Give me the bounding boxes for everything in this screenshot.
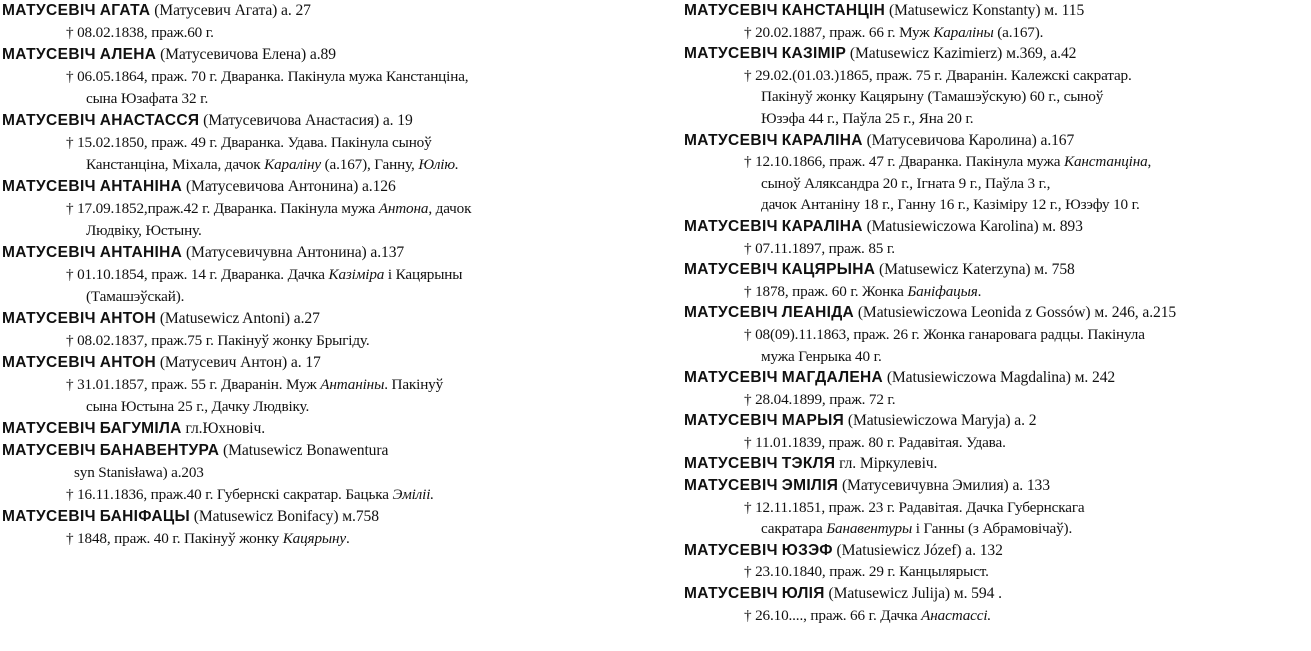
- italic-name: Караліну: [264, 156, 321, 173]
- entry-source-reference: (Матусевичова Антонина) а.126: [182, 178, 396, 195]
- entry-given-name: ЛЕАНІДА: [781, 304, 855, 322]
- entry-heading: [684, 475, 1309, 497]
- detail-text: ,: [1147, 153, 1152, 171]
- entry-source-reference: (Матусевичова Каролина) а.167: [862, 131, 1075, 149]
- italic-name: Банавентуры: [826, 520, 913, 538]
- detail-text: † 12.11.1851, праж. 23 г. Радавітая. Дачка Губернскага: [744, 498, 1085, 516]
- entry-surname: МАТУСЕВІЧ: [2, 310, 96, 327]
- italic-name: Баніфацыя: [907, 282, 978, 300]
- detail-text: † 12.10.1866, праж. 47 г. Дваранка. Пакінула мужа: [744, 153, 1065, 171]
- entry-heading: [684, 43, 1309, 65]
- detail-text: Людвіку, Юстыну.: [86, 222, 202, 239]
- entry-detail-line: [2, 88, 642, 110]
- entry-detail-line: [684, 497, 1309, 519]
- detail-text: † 1848, праж. 40 г. Пакінуў жонку: [66, 530, 283, 547]
- entry-detail-line: [684, 238, 1309, 260]
- register-entry: [684, 367, 1309, 410]
- entry-heading: [2, 110, 642, 132]
- entry-surname: МАТУСЕВІЧ: [684, 455, 778, 473]
- entry-source-reference: (Матусевич Антон) а. 17: [156, 354, 321, 371]
- register-entry: [684, 453, 1309, 475]
- entry-source-reference: (Matusiewiczowa Maryja) а. 2: [844, 412, 1037, 430]
- detail-text: . Пакінуў: [384, 376, 444, 393]
- entry-surname: МАТУСЕВІЧ: [684, 585, 778, 603]
- detail-text: Юзэфа 44 г., Паўла 25 г., Яна 20 г.: [761, 109, 974, 127]
- entry-heading: [684, 259, 1309, 281]
- detail-text: мужа Генрыка 40 г.: [761, 347, 882, 365]
- entry-source-reference: (Matusewicz Bonawentura: [219, 442, 389, 459]
- entry-detail-line: [2, 154, 642, 176]
- register-entry: [2, 176, 642, 242]
- entry-surname: МАТУСЕВІЧ: [2, 46, 96, 63]
- register-entry: [684, 410, 1309, 453]
- entry-detail-line: [2, 264, 642, 286]
- entry-given-name: БАНІФАЦЫ: [99, 508, 190, 525]
- detail-text: † 08(09).11.1863, праж. 26 г. Жонка ганаровага радцы. Пакінула: [744, 325, 1145, 343]
- entry-detail-line: [2, 198, 642, 220]
- detail-text: Канстанціна, Міхала, дачок: [86, 156, 265, 173]
- entry-surname: МАТУСЕВІЧ: [2, 420, 96, 437]
- entry-heading: [2, 176, 642, 198]
- entry-given-name: АНТОН: [99, 354, 157, 371]
- entry-given-name: АЛЕНА: [99, 46, 157, 63]
- detail-text: † 16.11.1836, праж.40 г. Губернскі сакратар. Бацька: [66, 486, 393, 503]
- register-entry: [2, 352, 642, 418]
- entry-detail-line: [2, 132, 642, 154]
- entry-heading: [2, 440, 642, 462]
- entry-detail-line: [2, 286, 642, 308]
- entry-surname: МАТУСЕВІЧ: [684, 45, 778, 63]
- entry-given-name: ЭМІЛІЯ: [781, 477, 839, 495]
- entry-source-reference: (Matusewicz Konstanty) м. 115: [885, 2, 1085, 19]
- register-entry: [684, 130, 1309, 216]
- entry-detail-line: [684, 22, 1309, 44]
- entry-surname: МАТУСЕВІЧ: [2, 244, 96, 261]
- detail-text: † 17.09.1852,праж.42 г. Дваранка. Пакінула мужа: [66, 200, 379, 217]
- entry-detail-line: [684, 86, 1309, 108]
- register-entry: [684, 43, 1309, 129]
- entry-detail-line: [2, 484, 642, 506]
- entry-given-name: АНАСТАССЯ: [99, 112, 200, 129]
- register-entry: [2, 418, 642, 440]
- entry-source-reference: (Matusewicz Julija) м. 594 .: [824, 585, 1002, 603]
- entry-detail-line: [684, 108, 1309, 130]
- entry-source-reference: гл.Юхновіч.: [181, 420, 266, 437]
- entry-detail-line: [684, 65, 1309, 87]
- entry-source-reference: (Матусевичова Елена) а.89: [156, 46, 336, 63]
- detail-text: † 29.02.(01.03.)1865, праж. 75 г. Дваранін. Калежскі сакратар.: [744, 66, 1132, 84]
- italic-name: Караліны: [933, 23, 994, 41]
- entry-detail-line: [2, 220, 642, 242]
- register-entry: [2, 440, 642, 506]
- entry-detail-line: [684, 281, 1309, 303]
- entry-detail-line: [684, 324, 1309, 346]
- entry-surname: МАТУСЕВІЧ: [684, 261, 778, 279]
- entry-heading: [2, 44, 642, 66]
- detail-text: (а.167), Ганну,: [320, 156, 419, 173]
- entry-source-reference: (Матусевичова Анастасия) а. 19: [199, 112, 413, 129]
- entry-source-reference: (Matusewicz Bonifacy) м.758: [189, 508, 379, 525]
- entry-source-reference: гл. Міркулевіч.: [835, 455, 938, 473]
- entry-surname: МАТУСЕВІЧ: [2, 2, 96, 19]
- entry-surname: МАТУСЕВІЧ: [684, 477, 778, 495]
- entry-given-name: ЮЗЭФ: [781, 541, 833, 559]
- entry-heading: [2, 242, 642, 264]
- entry-detail-line: [684, 194, 1309, 216]
- left-column: [2, 0, 642, 550]
- entry-given-name: ТЭКЛЯ: [781, 455, 836, 473]
- entry-detail-line: [2, 396, 642, 418]
- entry-surname: МАТУСЕВІЧ: [2, 178, 96, 195]
- register-entry: [684, 583, 1309, 626]
- entry-source-reference: (Matusiewiczowa Magdalina) м. 242: [883, 369, 1116, 387]
- entry-surname: МАТУСЕВІЧ: [684, 412, 778, 430]
- detail-text: † 31.01.1857, праж. 55 г. Дваранін. Муж: [66, 376, 321, 393]
- detail-text: і Кацярыны: [384, 266, 463, 283]
- entry-surname: МАТУСЕВІЧ: [2, 442, 96, 459]
- entry-detail-line: [684, 389, 1309, 411]
- entry-source-reference: (Matusiewiczowa Karolina) м. 893: [862, 217, 1083, 235]
- register-entry: [684, 259, 1309, 302]
- entry-heading: [2, 506, 642, 528]
- entry-heading: [684, 302, 1309, 324]
- entry-surname: МАТУСЕВІЧ: [684, 304, 778, 322]
- entry-detail-line: [684, 151, 1309, 173]
- entry-heading: [684, 453, 1309, 475]
- italic-name: Кацярыну: [282, 530, 347, 547]
- entry-detail-line: [684, 561, 1309, 583]
- register-entry: [2, 110, 642, 176]
- entry-surname: МАТУСЕВІЧ: [684, 2, 778, 19]
- entry-surname: МАТУСЕВІЧ: [684, 131, 778, 149]
- entry-given-name: БАНАВЕНТУРА: [99, 442, 220, 459]
- entry-source-reference: (Matusewicz Katerzyna) м. 758: [875, 261, 1075, 279]
- detail-text: сыноў Аляксандра 20 г., Ігната 9 г., Паўла 3 г.,: [761, 174, 1051, 192]
- entry-heading: [684, 130, 1309, 152]
- detail-text: † 08.02.1838, праж.60 г.: [66, 24, 214, 41]
- register-entry: [684, 0, 1309, 43]
- detail-text: † 06.05.1864, праж. 70 г. Дваранка. Пакінула мужа Канстанціна,: [66, 68, 469, 85]
- entry-heading: [684, 0, 1309, 22]
- detail-text: і Ганны (з Абрамовічаў).: [912, 520, 1073, 538]
- right-column: [684, 0, 1309, 626]
- entry-heading: [2, 352, 642, 374]
- entry-given-name: МАГДАЛЕНА: [781, 369, 884, 387]
- entry-source-reference: (Matusewicz Antoni) а.27: [156, 310, 320, 327]
- entry-source-reference: (Матусевичувна Антонина) а.137: [182, 244, 405, 261]
- entry-given-name: КАЗІМІР: [781, 45, 847, 63]
- entry-source-reference: (Матусевичувна Эмилия) а. 133: [838, 477, 1050, 495]
- entry-surname: МАТУСЕВІЧ: [2, 354, 96, 371]
- entry-heading: [684, 540, 1309, 562]
- entry-given-name: КАРАЛІНА: [781, 217, 863, 235]
- entry-surname: МАТУСЕВІЧ: [684, 369, 778, 387]
- entry-surname: МАТУСЕВІЧ: [2, 508, 96, 525]
- detail-text: (Тамашэўскай).: [86, 288, 185, 305]
- detail-text: (а.167).: [993, 23, 1044, 41]
- register-entry: [2, 0, 642, 44]
- detail-text: .: [346, 530, 350, 547]
- entry-detail-line: [684, 173, 1309, 195]
- italic-name: Антаніны: [320, 376, 385, 393]
- italic-name: Эміліі.: [392, 486, 434, 503]
- entry-given-name: АНТАНІНА: [99, 178, 183, 195]
- detail-text: сына Юстына 25 г., Дачку Людвіку.: [86, 398, 310, 415]
- detail-text: .: [977, 282, 982, 300]
- entry-surname: МАТУСЕВІЧ: [2, 112, 96, 129]
- italic-name: Канстанціна: [1064, 153, 1148, 171]
- entry-heading: [684, 216, 1309, 238]
- entry-given-name: ЮЛІЯ: [781, 585, 825, 603]
- detail-text: † 07.11.1897, праж. 85 г.: [744, 239, 895, 257]
- register-entry: [684, 475, 1309, 540]
- entry-heading: [684, 367, 1309, 389]
- detail-text: , дачок: [428, 200, 472, 217]
- detail-text: † 26.10...., праж. 66 г. Дачка: [744, 606, 922, 624]
- entry-given-name: КАРАЛІНА: [781, 131, 863, 149]
- detail-text: † 20.02.1887, праж. 66 г. Муж: [744, 23, 934, 41]
- entry-source-reference: (Матусевич Агата) а. 27: [150, 2, 311, 19]
- register-entry: [2, 44, 642, 110]
- entry-detail-line: [2, 66, 642, 88]
- entry-source-reference: (Matusewicz Kazimierz) м.369, а.42: [846, 45, 1077, 63]
- entry-source-reference: (Matusiewiczowa Leonida z Gossów) м. 246, а.215: [854, 304, 1177, 322]
- detail-text: syn Stanisława) а.203: [74, 464, 204, 481]
- detail-text: † 23.10.1840, праж. 29 г. Канцылярыст.: [744, 563, 989, 581]
- entry-given-name: АГАТА: [99, 2, 151, 19]
- entry-heading: [2, 308, 642, 330]
- detail-text: сакратара: [761, 520, 827, 538]
- italic-name: Казіміра: [328, 266, 385, 283]
- entry-detail-line: [684, 605, 1309, 627]
- entry-detail-line: [2, 22, 642, 44]
- entry-detail-line: [2, 330, 642, 352]
- register-entry: [2, 506, 642, 550]
- entry-detail-line: [2, 528, 642, 550]
- register-entry: [2, 308, 642, 352]
- entry-given-name: АНТОН: [99, 310, 157, 327]
- entry-detail-line: [2, 462, 642, 484]
- detail-text: † 01.10.1854, праж. 14 г. Дваранка. Дачка: [66, 266, 329, 283]
- entry-detail-line: [684, 518, 1309, 540]
- detail-text: † 08.02.1837, праж.75 г. Пакінуў жонку Брыгіду.: [66, 332, 370, 349]
- detail-text: † 1878, праж. 60 г. Жонка: [744, 282, 908, 300]
- detail-text: дачок Антаніну 18 г., Ганну 16 г., Казіміру 12 г., Юзэфу 10 г.: [761, 196, 1140, 214]
- entry-given-name: АНТАНІНА: [99, 244, 183, 261]
- entry-detail-line: [684, 432, 1309, 454]
- detail-text: † 15.02.1850, праж. 49 г. Дваранка. Удава. Пакінула сыноў: [66, 134, 432, 151]
- entry-heading: [684, 583, 1309, 605]
- entry-detail-line: [684, 346, 1309, 368]
- entry-heading: [2, 0, 642, 22]
- register-entry: [684, 216, 1309, 259]
- register-entry: [684, 302, 1309, 367]
- entry-surname: МАТУСЕВІЧ: [684, 541, 778, 559]
- entry-heading: [2, 418, 642, 440]
- italic-name: Юлію.: [418, 156, 459, 173]
- detail-text: Пакінуў жонку Кацярыну (Тамашэўскую) 60 г., сыноў: [761, 88, 1104, 106]
- detail-text: † 28.04.1899, праж. 72 г.: [744, 390, 896, 408]
- entry-given-name: КАЦЯРЫНА: [781, 261, 876, 279]
- entry-given-name: БАГУМІЛА: [99, 420, 182, 437]
- entry-given-name: МАРЫЯ: [781, 412, 845, 430]
- register-entry: [684, 540, 1309, 583]
- italic-name: Анастассі.: [921, 606, 992, 624]
- entry-detail-line: [2, 374, 642, 396]
- entry-surname: МАТУСЕВІЧ: [684, 217, 778, 235]
- entry-given-name: КАНСТАНЦІН: [781, 2, 886, 19]
- register-entry: [2, 242, 642, 308]
- detail-text: † 11.01.1839, праж. 80 г. Радавітая. Удава.: [744, 433, 1006, 451]
- detail-text: сына Юзафата 32 г.: [86, 90, 209, 107]
- italic-name: Антона: [378, 200, 429, 217]
- entry-source-reference: (Matusiewicz Józef) а. 132: [832, 541, 1003, 559]
- entry-heading: [684, 410, 1309, 432]
